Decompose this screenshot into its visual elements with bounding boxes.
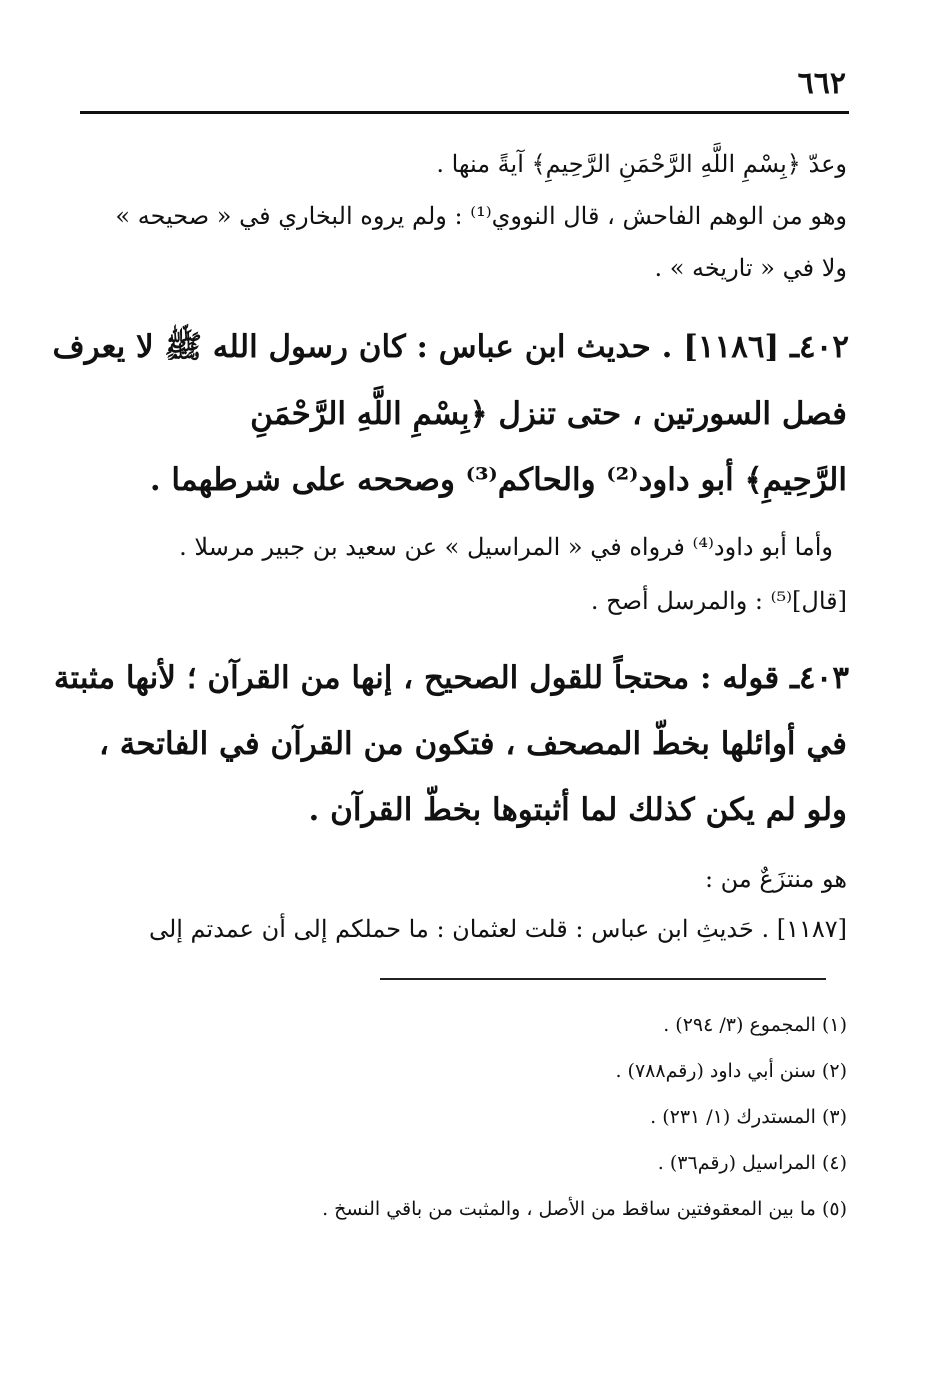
footnote-4: (٤) المراسيل (رقم٣٦) . (657, 1152, 847, 1174)
body-line-1: وعدّ ﴿بِسْمِ اللَّهِ الرَّحْمَنِ الرَّحِيمِ﴾ آيةً منها . (436, 150, 847, 178)
footnote-rule (380, 978, 826, 980)
footnote-3: (٣) المستدرك (١/ ٢٣١) . (650, 1106, 847, 1128)
header-rule (80, 111, 849, 114)
body-line-5: [قال]⁽⁵⁾ : والمرسل أصح . (590, 587, 847, 615)
body-line-2: وهو من الوهم الفاحش ، قال النووي⁽¹⁾ : ولم يروه البخاري في « صحيحه » (115, 202, 847, 230)
entry-402-line-3: الرَّحِيمِ﴾ أبو داود⁽²⁾ والحاكم⁽³⁾ وصححه على شرطهما . (149, 462, 847, 498)
footnote-2: (٢) سنن أبي داود (رقم٧٨٨) . (615, 1060, 847, 1082)
entry-402-line-2: فصل السورتين ، حتى تنزل ﴿بِسْمِ اللَّهِ الرَّحْمَنِ (250, 396, 847, 432)
entry-403-line-1: ٤٠٣ـ قوله : محتجاً للقول الصحيح ، إنها من القرآن ؛ لأنها مثبتة (53, 660, 849, 696)
entry-403-line-2: في أوائلها بخطّ المصحف ، فتكون من القرآن في الفاتحة ، (98, 726, 847, 762)
footnote-1: (١) المجموع (٣/ ٢٩٤) . (663, 1014, 847, 1036)
body-line-3: ولا في « تاريخه » . (654, 254, 847, 282)
footnote-5: (٥) ما بين المعقوفتين ساقط من الأصل ، والمثبت من باقي النسخ . (322, 1198, 847, 1220)
page-number: ٦٦٢ (797, 66, 846, 101)
entry-402-line-1: ٤٠٢ـ [١١٨٦] . حديث ابن عباس : كان رسول الله ﷺ لا يعرف (52, 329, 849, 365)
entry-403-line-3: ولو لم يكن كذلك لما أثبتوها بخطّ القرآن . (308, 792, 847, 828)
body-line-6: هو منتزَعٌ من : (704, 865, 847, 893)
body-line-4: وأما أبو داود⁽⁴⁾ فرواه في « المراسيل » عن سعيد بن جبير مرسلا . (179, 533, 833, 561)
body-line-7: [١١٨٧] . حَديثِ ابن عباس : قلت لعثمان : ما حملكم إلى أن عمدتم إلى (148, 915, 847, 943)
